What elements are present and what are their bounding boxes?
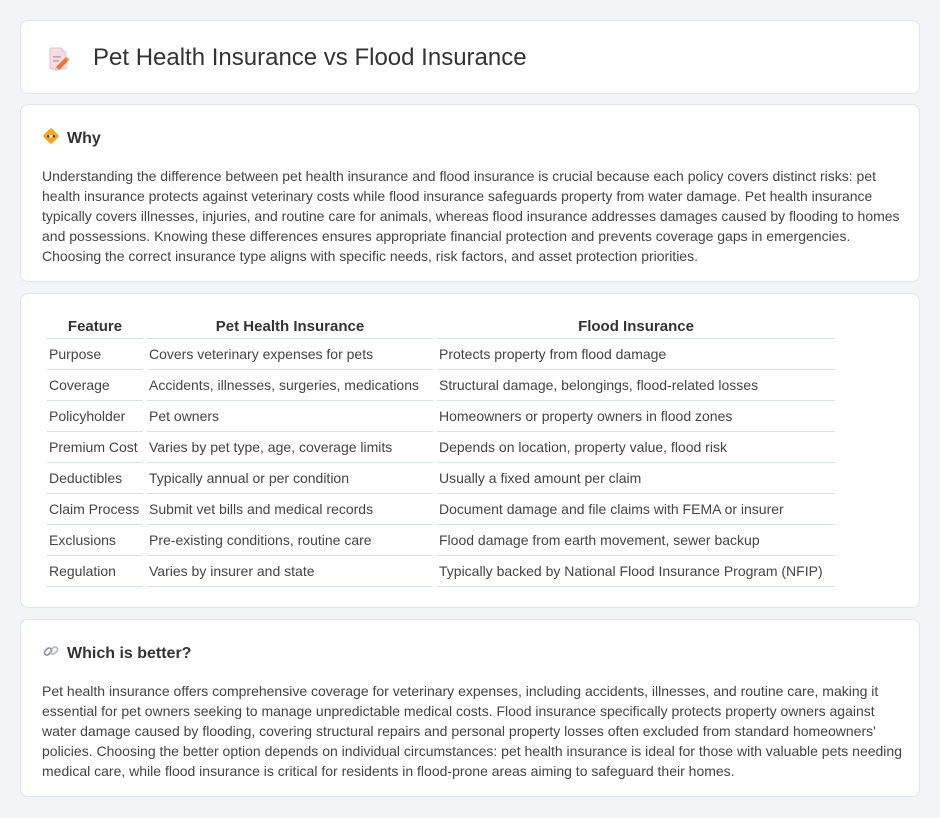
pet-cell: Pet owners: [147, 401, 433, 432]
pet-cell: Varies by pet type, age, coverage limits: [147, 432, 433, 463]
pet-cell: Accidents, illnesses, surgeries, medications: [147, 370, 433, 401]
comparison-table: [43, 315, 839, 587]
better-paragraph: Pet health insurance offers comprehensive coverage for veterinary expenses, including accidents, illnesses, and routine care, making it essential for pet owners seeking to manage unpredictable medical costs. Flood insurance specifically protects property owners against water damage caused by flooding, covering structural repairs and personal property losses often excluded from standard homeowners' policies. Choosing the better option depends on individual circumstances: pet health insurance is ideal for those with valuable pets needing medical care, while flood insurance is critical for residents in flood-prone areas aiming to safeguard their homes.: [42, 683, 902, 779]
table-row: [47, 370, 835, 401]
better-heading: [42, 642, 191, 665]
feature-cell: Premium Cost: [47, 432, 143, 463]
flood-cell: Protects property from flood damage: [437, 339, 835, 370]
table-row: [47, 556, 835, 587]
better-heading-text: Which is better?: [67, 644, 192, 662]
comparison-card: [20, 293, 920, 608]
flood-cell: Usually a fixed amount per claim: [437, 463, 835, 494]
table-row: [47, 339, 835, 370]
why-paragraph: Understanding the difference between pet health insurance and flood insurance is crucial because each policy covers distinct risks: pet health insurance protects against veterinary costs while flood insurance safeguards property from water damage. Pet health insurance typically covers illnesses, injuries, and routine care for animals, whereas flood insurance addresses damages caused by flooding to homes and possessions. Knowing these differences ensures appropriate financial protection and prevents coverage gaps in emergencies. Choosing the correct insurance type aligns with specific needs, risk factors, and asset protection priorities.: [42, 168, 900, 264]
feature-cell: Deductibles: [47, 463, 143, 494]
feature-cell: Coverage: [47, 370, 143, 401]
flood-cell: Typically backed by National Flood Insurance Program (NFIP): [437, 556, 835, 587]
header-pet-health: Pet Health Insurance: [147, 315, 433, 339]
why-card: [20, 104, 920, 282]
flood-cell: Flood damage from earth movement, sewer backup: [437, 525, 835, 556]
table-row: [47, 432, 835, 463]
feature-cell: Regulation: [47, 556, 143, 587]
why-heading: [42, 127, 101, 150]
link-icon: [42, 642, 67, 665]
flood-cell: Document damage and file claims with FEMA or insurer: [437, 494, 835, 525]
header-feature: Feature: [47, 315, 143, 339]
diamond-warning-icon: [42, 127, 67, 150]
header-flood: Flood Insurance: [437, 315, 835, 339]
flood-cell: Structural damage, belongings, flood-related losses: [437, 370, 835, 401]
page-title: Pet Health Insurance vs Flood Insurance: [93, 44, 527, 71]
table-row: [47, 525, 835, 556]
table-header-row: [47, 315, 835, 339]
pet-cell: Covers veterinary expenses for pets: [147, 339, 433, 370]
feature-cell: Exclusions: [47, 525, 143, 556]
document-pen-icon: [47, 46, 71, 72]
feature-cell: Purpose: [47, 339, 143, 370]
title-card: [20, 20, 920, 94]
flood-cell: Homeowners or property owners in flood zones: [437, 401, 835, 432]
pet-cell: Submit vet bills and medical records: [147, 494, 433, 525]
table-row: [47, 463, 835, 494]
pet-cell: Varies by insurer and state: [147, 556, 433, 587]
pet-cell: Typically annual or per condition: [147, 463, 433, 494]
table-row: [47, 401, 835, 432]
flood-cell: Depends on location, property value, flood risk: [437, 432, 835, 463]
pet-cell: Pre-existing conditions, routine care: [147, 525, 433, 556]
why-heading-text: Why: [67, 129, 101, 147]
feature-cell: Claim Process: [47, 494, 143, 525]
table-row: [47, 494, 835, 525]
which-better-card: [20, 619, 920, 797]
feature-cell: Policyholder: [47, 401, 143, 432]
